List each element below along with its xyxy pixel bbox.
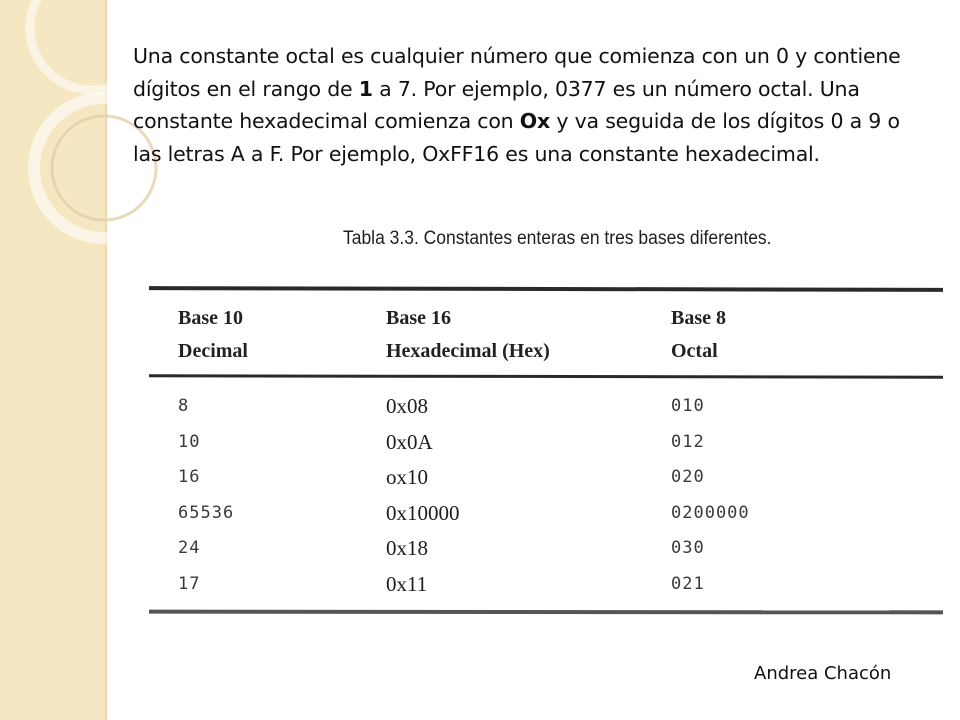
table-figure [143, 222, 943, 627]
band-divider [105, 0, 107, 720]
paragraph-part-2: a 7. Por ejemplo, 0377 es un número octal. Una constante hexadecimal comienza con [133, 76, 860, 133]
table-cell-octal: 010 [671, 396, 705, 416]
left-decorative-band [0, 0, 105, 720]
table-cell-decimal: 24 [178, 538, 201, 558]
table-header-rule [149, 374, 943, 378]
table-cell-decimal: 65536 [178, 502, 235, 523]
table-cell-hex: 0x18 [386, 536, 428, 560]
table-cell-decimal: 17 [178, 573, 201, 594]
header-base8-line1: Base 8 [671, 307, 726, 329]
table-cell-octal: 030 [671, 538, 705, 558]
table-cell-octal: 012 [671, 431, 705, 452]
header-base8 [671, 302, 726, 368]
hex-prefix-bold: Ox [519, 109, 551, 133]
header-base8-line2: Octal [671, 340, 718, 362]
table-cell-octal: 0200000 [671, 502, 750, 523]
table-cell-decimal: 8 [178, 396, 190, 416]
hex-column [386, 389, 460, 602]
table-cell-hex: 0x11 [386, 571, 428, 596]
table-cell-decimal: 16 [178, 467, 201, 487]
table-top-rule [149, 286, 943, 292]
table-cell-hex: ox10 [386, 465, 428, 489]
table-bottom-rule [149, 610, 943, 615]
table-cell-hex: 0x08 [386, 394, 428, 418]
table-caption: Tabla 3.3. Constantes enteras en tres bases diferentes. [343, 228, 772, 249]
author-name: Andrea Chacón [754, 663, 892, 684]
table-cell-octal: 020 [671, 467, 705, 487]
header-base16-line2: Hexadecimal (Hex) [386, 340, 550, 362]
table-cell-decimal: 10 [178, 431, 201, 452]
decimal-column [178, 389, 234, 602]
octal-column [671, 389, 750, 602]
header-base10-line1: Base 10 [178, 307, 243, 329]
paragraph-part-1: Una constante octal es cualquier número que comienza con un 0 y contiene dígitos en el rango de [133, 44, 901, 101]
table-cell-octal: 021 [671, 573, 705, 594]
body-paragraph [133, 40, 923, 170]
header-base10-line2: Decimal [178, 340, 248, 362]
table-cell-hex: 0x0A [386, 429, 433, 454]
header-base16-line1: Base 16 [386, 307, 451, 329]
table-cell-hex: 0x10000 [386, 500, 460, 525]
header-base10 [178, 302, 248, 368]
paragraph-number-one: 1 [358, 76, 373, 101]
paragraph-part-3: y va seguida de los dígitos 0 a 9 o las letras A a F. Por ejemplo, OxFF16 es una constante hexadecimal. [133, 109, 900, 166]
header-base16 [386, 302, 550, 368]
